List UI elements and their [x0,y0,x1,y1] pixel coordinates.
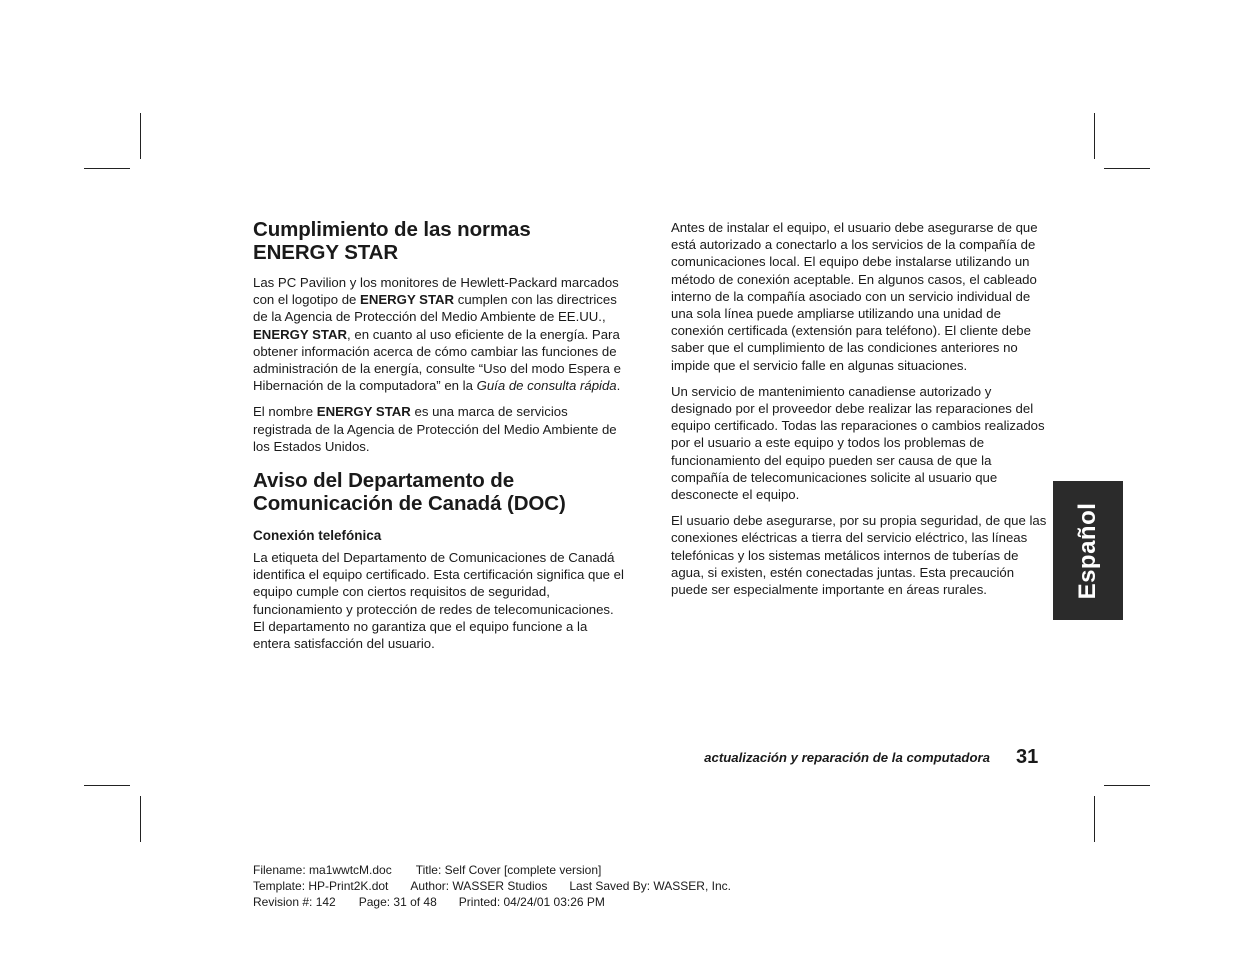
crop-mark [84,168,130,169]
heading-line: Cumplimiento de las normas [253,218,531,241]
right-paragraph-3: El usuario debe asegurarse, por su propia seguridad, de que las conexiones eléctricas a tierra del servicio eléctrico, las líneas telefónicas y los sistemas metálicos internos de tuberías de agua, si existen, estén conectadas juntas. Esta precaución puede ser especialmente importante en áreas rurales. [671,513,1047,598]
energy-star-paragraph-2: El nombre ENERGY STAR es una marca de servicios registrada de la Agencia de Protección del Medio Ambiente de los Estados Unidos. [253,404,617,454]
file-info-last-saved: Last Saved By: WASSER, Inc. [569,879,731,893]
crop-mark [1104,785,1150,786]
file-info-page: Page: 31 of 48 [358,895,437,909]
heading-line: Comunicación de Canadá (DOC) [253,492,566,516]
energy-star-term: ENERGY STAR [316,404,411,420]
crop-mark [1104,168,1150,169]
right-paragraph-2: Un servicio de mantenimiento canadiense autorizado y designado por el proveedor debe realizar las reparaciones del equipo certificado. Todas las reparaciones o cambios realizados por el usuario a este equipo y todos los problemas de funcionamiento del equipo pueden ser causa de que la compañía de telecomunicaciones solicite al usuario que desconecte el equipo. [671,383,1045,503]
heading-line: ENERGY STAR [253,241,399,264]
file-info-template: Template: HP-Print2K.dot [253,879,389,893]
crop-mark [1094,796,1095,842]
crop-mark [140,113,141,159]
language-tab [1053,481,1123,620]
file-info-row [253,862,731,878]
phone-connection-subheading: Conexión telefónica [253,528,382,544]
guide-title: Guía de consulta rápida [476,378,617,394]
crop-mark [84,785,130,786]
heading-line: Aviso del Departamento de [253,469,515,493]
energy-star-heading [253,218,628,264]
crop-mark [1094,113,1095,159]
file-info-row [253,878,731,894]
energy-star-term: ENERGY STAR [253,326,348,342]
file-info-row [253,894,731,910]
right-paragraph-1: Antes de instalar el equipo, el usuario debe asegurarse de que está autorizado a conectarlo a los servicios de la compañía de comunicaciones local. El equipo debe instalarse utilizando un método de conexión aceptable. En algunos casos, el cableado interno de la compañía asociado con un servicio individual de una sola línea puede ampliarse utilizando una unidad de conexión certificada (extensión para teléfono). El cliente debe saber que el cumplimiento de las condiciones anteriores no impide que el servicio falle en algunas situaciones. [671,220,1038,373]
right-column [671,219,1049,607]
language-tab-label: Español [1074,502,1101,599]
file-info-block [253,862,731,910]
energy-star-paragraph-1: Las PC Pavilion y los monitores de Hewlett-Packard marcados con el logotipo de ENERGY STAR cumplen con las directrices de la Agencia de Protección del Medio Ambiente de EE.UU., ENERGY STAR, en cuanto al uso eficiente de la energía. Para obtener información acerca de cómo cambiar las funciones de administración de la energía, consulte “Uso del modo Espera e Hibernación de la computadora” en la Guía de consulta rápida. [253,275,621,394]
file-info-filename: Filename: ma1wwtcM.doc [253,863,392,877]
page-number: 31 [1016,746,1039,768]
crop-mark [140,796,141,842]
file-info-author: Author: WASSER Studios [410,879,548,893]
energy-star-term: ENERGY STAR [360,292,455,308]
running-footer-title: actualización y reparación de la computadora [704,750,990,765]
file-info-revision: Revision #: 142 [253,895,336,909]
file-info-printed: Printed: 04/24/01 03:26 PM [458,895,605,909]
doc-canada-paragraph: La etiqueta del Departamento de Comunicaciones de Canadá identifica el equipo certificado. Esta certificación significa que el equipo cumple con ciertos requisitos de seguridad, funcionamiento y protección de redes de telecomunicaciones. El departamento no garantiza que el equipo funcione a la entera satisfacción del usuario. [253,550,624,652]
left-column [253,218,628,661]
file-info-title: Title: Self Cover [complete version] [415,863,602,877]
doc-canada-heading [253,469,628,515]
